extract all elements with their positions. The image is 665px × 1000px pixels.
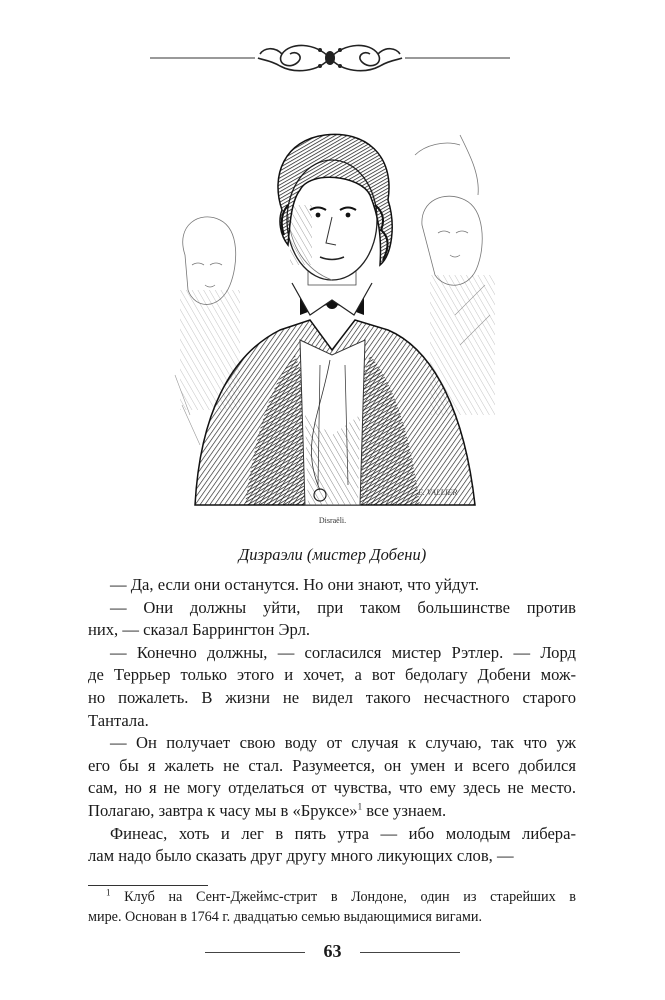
footnote-divider — [88, 885, 208, 886]
page-number-rule-right — [360, 952, 460, 953]
engraver-signature: E. VALLIER — [418, 488, 458, 497]
text-line: — Они должны уйти, при таком большинстве против — [110, 597, 576, 617]
footnote-line — [88, 888, 576, 908]
text-line: Тантала. — [88, 710, 149, 730]
paragraph — [88, 642, 576, 732]
text-line: них, — сказал Баррингтон Эрл. — [88, 620, 311, 640]
footnote-ref-marker: 1 — [357, 801, 363, 812]
paragraph — [88, 597, 576, 642]
footnote-text: Клуб на Сент-Джеймс-стрит в Лондоне, один из старейших в — [124, 889, 577, 905]
decorative-ornament — [150, 38, 510, 78]
text-line: — Он получает свою воду от случая к случаю, так что уж — [110, 733, 576, 753]
body-text — [88, 574, 576, 868]
text-line: — Да, если они останутся. Но они знают, что уйдут. — [110, 575, 480, 594]
text-line: лам надо было сказать друг другу много ликующих слов, — — [88, 846, 514, 866]
paragraph — [88, 732, 576, 822]
illustration-caption: Дизраэли (мистер Добени) — [238, 545, 427, 564]
text-line: — Конечно должны, — согласился мистер Рэтлер. — Лорд — [110, 642, 576, 662]
paragraph — [88, 823, 576, 868]
text-line: его бы я жалеть не стал. Разумеется, он умен и всего добился — [88, 755, 576, 775]
page-number: 63 — [323, 941, 342, 961]
footnote — [88, 888, 576, 927]
portrait-engraving — [160, 115, 505, 525]
ref-text-after: все узнаем. — [362, 800, 447, 820]
engraving-caption: Disraëli. — [318, 516, 347, 525]
paragraph — [88, 574, 576, 597]
footnote-line: мире. Основан в 1764 г. двадцатью семью выдающимися вигами. — [88, 908, 482, 925]
text-line: сам, но я не могу отделаться от чувства, что ему здесь не место. — [88, 778, 576, 798]
footnote-marker: 1 — [106, 887, 111, 898]
text-line: Финеас, хоть и лег в пять утра — ибо молодым либера- — [110, 823, 576, 843]
ref-text-before: Полагаю, завтра к часу мы в «Бруксе» — [88, 800, 358, 820]
text-line-with-footnote-ref — [88, 800, 576, 823]
text-line: но пожалеть. В жизни не видел такого несчастного старого — [88, 687, 576, 707]
text-line: де Террьер только этого и хочет, а вот бедолагу Добени мож- — [88, 665, 576, 685]
